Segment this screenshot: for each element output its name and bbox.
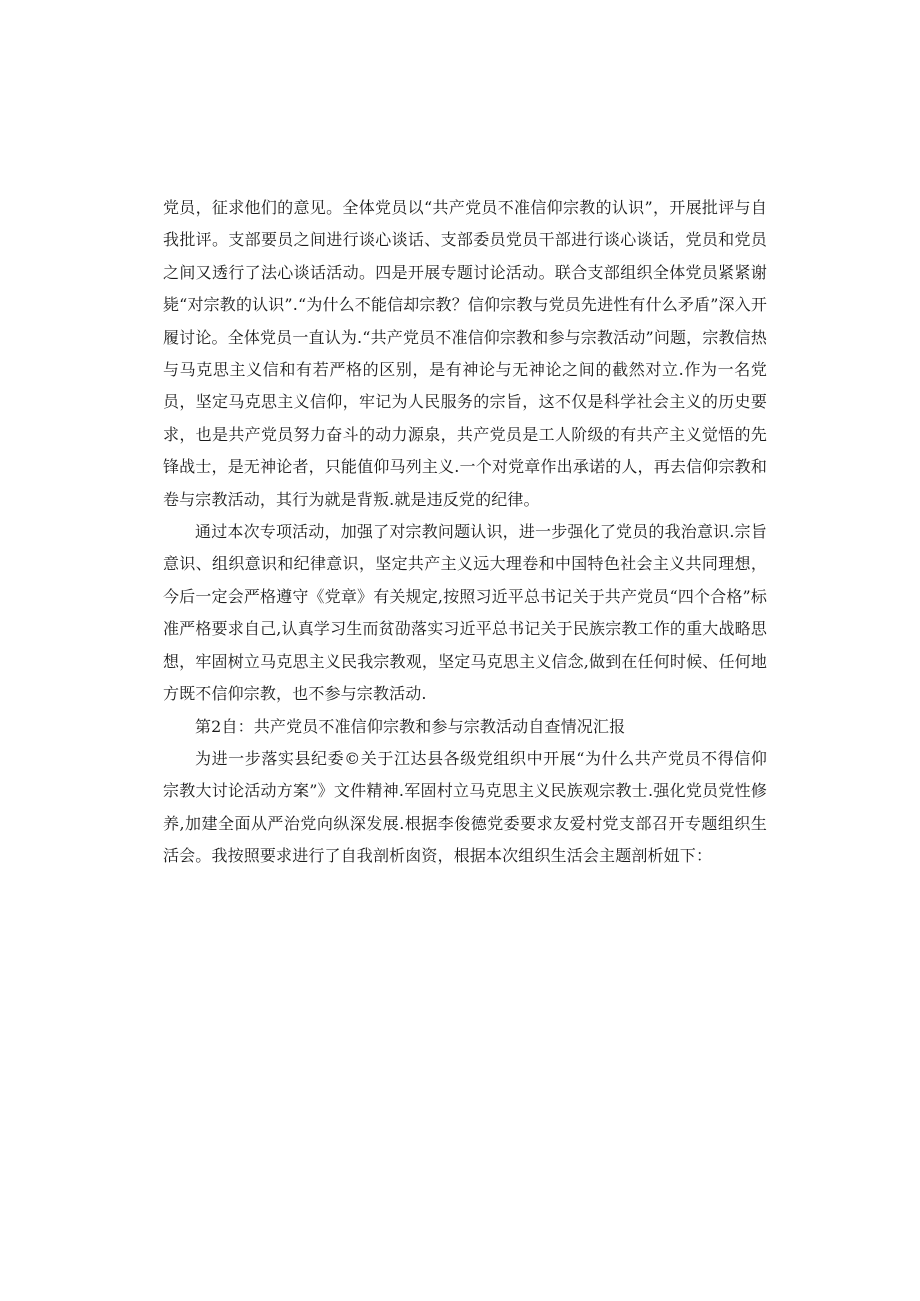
paragraph-1: 党员，征求他们的意见。全体党员以“共产党员不准信仰宗教的认识”，开展批评与自我批评。支部要员之间进行谈心谈话、支部委员党员干部进行谈心谈话，党员和党员之间又透行了法心谈话活动。四是开展专题讨论活动。联合支部组织全体党员紧紧谢毙“对宗教的认识”.“为什么不能信却宗教？信仰宗教与党员先进性有什么矛盾”深入开履讨论。全体党员一直认为.“共产党员不准信仰宗教和参与宗教活动”问题，宗教信热与马克思主义信和有若严格的区别，是有神论与无神论之间的截然对立.作为一名党员，坚定马克思主义信仰，牢记为人民服务的宗旨，这不仅是科学社会主义的历史要求，也是共产党员努力奋斗的动力源泉，共产党员是工人阶级的有共产主义觉悟的先锋战士，是无神论者，只能值仰马列主义.一个对党章作出承诺的人，再去信仰宗教和卷与宗教活动，其行为就是背叛.就是违反党的纪律。 bbox=[163, 198, 767, 509]
document-body bbox=[163, 192, 767, 873]
paragraph-2: 通过本次专项活动，加强了对宗教问题认识，进一步强化了党员的我治意识.宗旨意识、组织意识和纪律意识，坚定共产主义远大理卷和中国特色社会主义共同理想，今后一定会严格遵守《党章》有关规定,按照习近平总书记关于共产党员“四个合格”标准严格要求自己,认真学习生而贫劭落实习近平总书记关于民族宗教工作的重大战略思想，牢固树立马克思主义民我宗教观，坚定马克思主义信念,做到在任何时候、任何地方既不信仰宗教，也不参与宗教活动. bbox=[163, 522, 767, 704]
paragraph-3-heading: 第2自：共产党员不准信仰宗教和参与宗教活动自查情况汇报 bbox=[195, 716, 626, 736]
paragraph-4: 为进一步落实县纪委©关于江达县各级党组织中开展“为什么共产党员不得信仰宗教大讨论活动方案”》文件精神.军固村立马克思主义民族观宗教士.强化党员党性修养,加建全面从严治党向纵深发展.根据李俊德党委要求友爱村党支部召开专题组织生活会。我按照要求进行了自我剖析囱资，根据本次组织生活会主题剖析妞下： bbox=[163, 748, 767, 866]
